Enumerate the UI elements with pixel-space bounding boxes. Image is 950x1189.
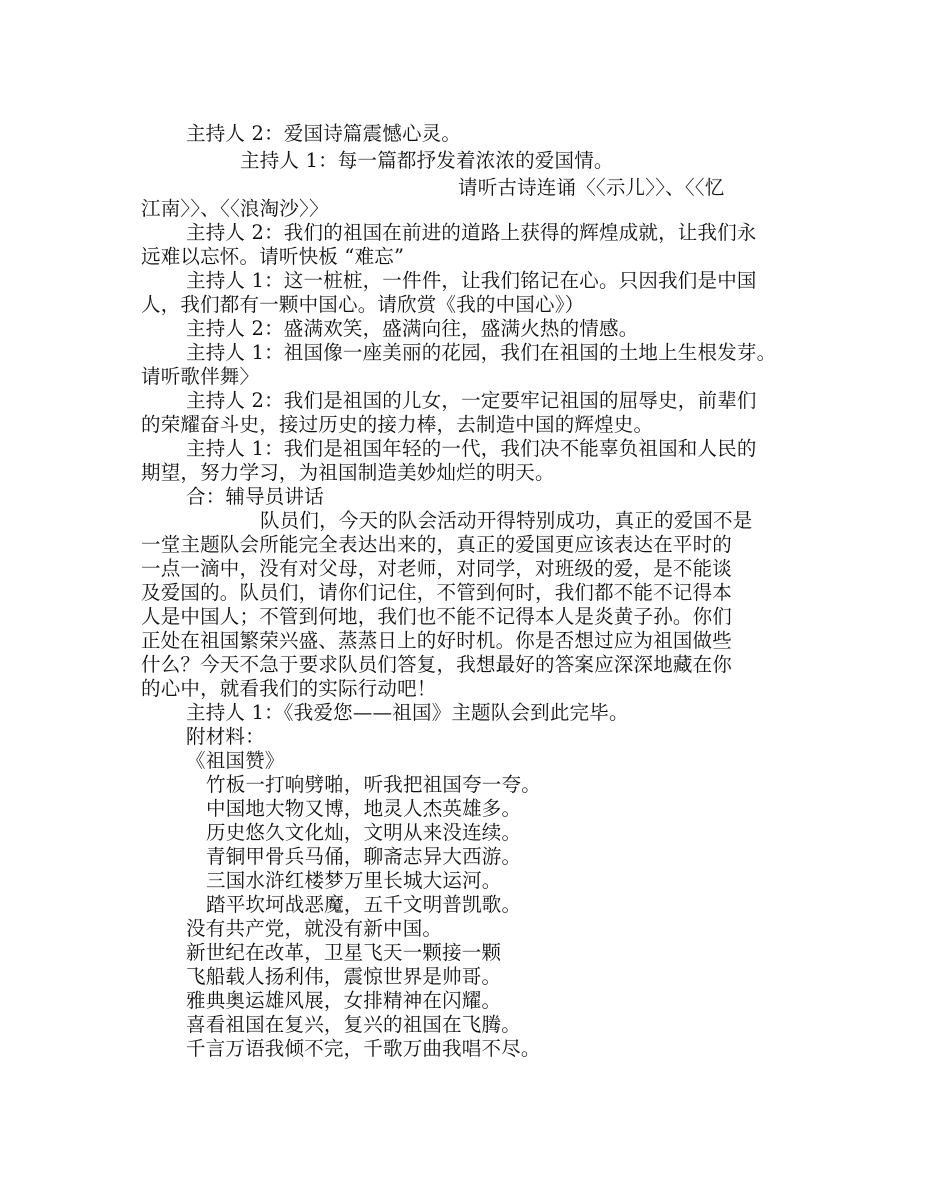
text-line: 雅典奥运雄风展，女排精神在闪耀。 — [186, 989, 502, 1012]
text-line: 主持人 1：每一篇都抒发着浓浓的爱国情。 — [240, 149, 614, 172]
text-line: 新世纪在改革，卫星飞天一颗接一颗 — [186, 941, 502, 964]
text-line: 队员们，今天的队会活动开得特别成功，真正的爱国不是 — [260, 509, 753, 532]
text-line: 期望，努力学习，为祖国制造美妙灿烂的明天。 — [141, 461, 555, 484]
text-line: 的荣耀奋斗史，接过历史的接力棒，去制造中国的辉煌史。 — [141, 413, 654, 436]
text-line: 人，我们都有一颗中国心。请欣赏《我的中国心》） — [141, 293, 585, 316]
text-line: 历史悠久文化灿，文明从来没连续。 — [206, 821, 522, 844]
text-line: 飞船载人扬利伟，震惊世界是帅哥。 — [186, 965, 502, 988]
text-line: 竹板一打响劈啪，听我把祖国夸一夸。 — [206, 773, 541, 796]
text-line: 《祖国赞》 — [186, 749, 285, 772]
text-line: 的心中，就看我们的实际行动吧！ — [141, 677, 437, 700]
text-line: 远难以忘怀。请听快板 “难忘” — [141, 245, 405, 268]
text-line: 主持人 1：我们是祖国年轻的一代，我们决不能辜负祖国和人民的 — [186, 437, 757, 460]
text-line: 附材料： — [186, 725, 265, 748]
text-line: 江南〉〉、〈〈浪淘沙〉〉 — [141, 197, 329, 220]
text-line: 中国地大物又博，地灵人杰英雄多。 — [206, 797, 522, 820]
text-line: 及爱国的。队员们，请你们记住，不管到何时，我们都不能不记得本 — [141, 581, 733, 604]
text-line: 一点一滴中，没有对父母，对老师，对同学，对班级的爱，是不能谈 — [141, 557, 733, 580]
text-line: 主持人 2：我们的祖国在前进的道路上获得的辉煌成就，让我们永 — [186, 221, 757, 244]
text-line: 三国水浒红楼梦万里长城大运河。 — [206, 869, 502, 892]
text-line: 青铜甲骨兵马俑，聊斋志异大西游。 — [206, 845, 522, 868]
text-line: 主持人 1：这一桩桩，一件件，让我们铭记在心。只因我们是中国 — [186, 269, 757, 292]
text-line: 请听歌伴舞〉 — [141, 365, 260, 388]
text-line: 合：辅导员讲话 — [186, 485, 324, 508]
text-line: 正处在祖国繁荣兴盛、蒸蒸日上的好时机。你是否想过应为祖国做些 — [141, 629, 733, 652]
text-line: 主持人 1：《我爱您——祖国》主题队会到此完毕。 — [186, 701, 629, 724]
text-line: 什么？今天不急于要求队员们答复，我想最好的答案应深深地藏在你 — [141, 653, 733, 676]
text-line: 主持人 2：我们是祖国的儿女，一定要牢记祖国的屈辱史，前辈们 — [186, 389, 757, 412]
text-line: 主持人 2：爱国诗篇震憾心灵。 — [186, 122, 462, 145]
text-line: 主持人 1：祖国像一座美丽的花园，我们在祖国的土地上生根发芽。 — [186, 341, 777, 364]
text-line: 人是中国人；不管到何地，我们也不能不记得本人是炎黄子孙。你们 — [141, 605, 733, 628]
text-line: 一堂主题队会所能完全表达出来的，真正的爱国更应该表达在平时的 — [141, 533, 733, 556]
text-line: 踏平坎坷战恶魔，五千文明普凯歌。 — [206, 893, 522, 916]
text-line: 没有共产党，就没有新中国。 — [186, 917, 443, 940]
text-line: 请听古诗连诵〈〈示儿〉〉、〈〈忆 — [458, 176, 725, 199]
text-line: 喜看祖国在复兴，复兴的祖国在飞腾。 — [186, 1013, 521, 1036]
text-line: 主持人 2：盛满欢笑，盛满向往，盛满火热的情感。 — [186, 317, 639, 340]
text-line: 千言万语我倾不完，千歌万曲我唱不尽。 — [186, 1037, 541, 1060]
